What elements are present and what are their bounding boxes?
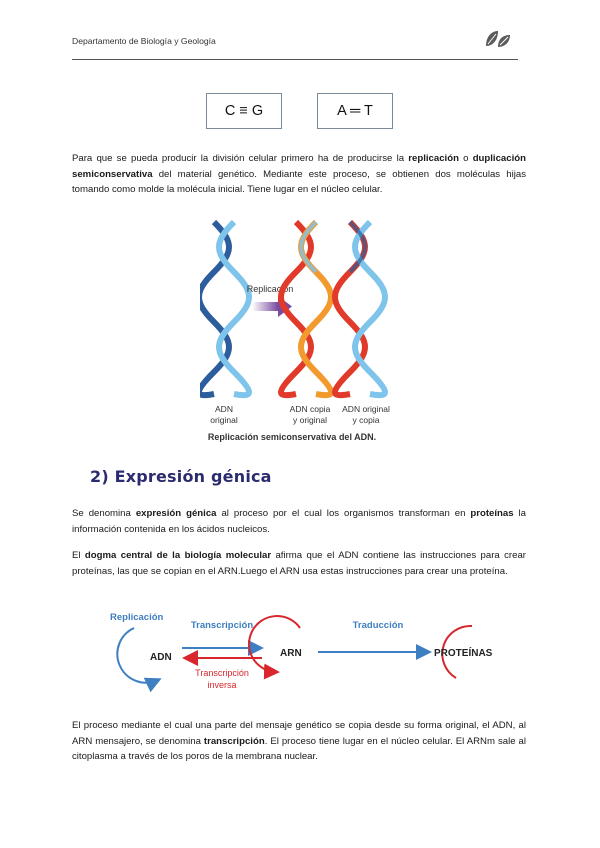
para1-text-1: Para que se pueda producir la división celular primero ha de producirse la (72, 153, 409, 164)
replication-figure (200, 218, 400, 448)
para4-text-1: El proceso mediante el cual una parte del mensaje genético se copia desde su forma original, el ADN, al ARN mensajero, se denomina (72, 720, 526, 747)
central-dogma-figure (100, 608, 520, 702)
label-adn-original-1: ADN (215, 404, 233, 414)
label-adn-orig2-2: y copia (352, 415, 380, 425)
label-adn-copia-1: ADN copia (289, 404, 331, 414)
leaf-logo-icon (484, 28, 512, 50)
base-pair-at-box: A ═ T (317, 93, 393, 129)
label-adn-orig2-1: ADN original (342, 404, 390, 414)
header-rule (72, 59, 518, 60)
para1-bold-duplicacion: duplicación semiconservativa (72, 153, 526, 180)
label-inversa-1: Transcripción (195, 668, 249, 678)
para3-text-2: afirma que el ADN contiene las instrucciones para crear proteínas, las que se copian en el ARN.Luego el ARN usa estas instrucciones para crear una proteína. (72, 550, 526, 577)
arrow-label: Replicación (246, 284, 294, 294)
para1-text-2: o (458, 153, 473, 164)
para2-text-2: al proceso por el cual los organismos transforman en (216, 508, 471, 519)
para1-text-3: del material genético. Mediante este proceso, se obtienen dos moléculas hijas tomando como molde la molécula inicial. Tiene lugar en el núcleo celular. (72, 168, 526, 196)
arn-loop (249, 616, 300, 672)
replication-paragraph (72, 151, 526, 198)
base-pair-cg-box: C ≡ G (206, 93, 282, 129)
para4-bold-transcripcion: transcripción (203, 735, 265, 747)
para4-text-2: . El proceso tiene lugar en el núcleo celular. El ARNm sale al citoplasma a través de los poros de la membrana nuclear. (72, 735, 526, 763)
central-dogma-paragraph (72, 548, 526, 579)
para1-bold-replicacion: replicación (408, 153, 459, 164)
gene-expression-paragraph (72, 506, 526, 537)
label-traduccion: Traducción (352, 620, 404, 631)
section-heading: 2) Expresión génica (90, 467, 272, 486)
helix-original (200, 222, 249, 395)
para2-bold-proteinas: proteínas (470, 508, 514, 519)
label-adn-original-2: original (210, 415, 238, 425)
label-inversa-2: inversa (207, 680, 237, 690)
helix-original-copy (335, 222, 385, 395)
para3-bold-dogma: dogma central de la biología molecular (84, 550, 272, 561)
department-name: Departamento de Biología y Geología (72, 36, 216, 46)
label-adn-copia-2: y original (292, 415, 328, 425)
node-proteinas: PROTEÍNAS (434, 648, 493, 659)
para2-bold-expresion: expresión génica (135, 508, 217, 519)
para2-text-1: Se denomina (72, 508, 136, 519)
label-transcripcion: Transcripción (190, 620, 254, 631)
para3-text-1: El (72, 550, 85, 561)
label-replicacion: Replicación (110, 612, 164, 623)
node-adn: ADN (150, 652, 172, 663)
figure1-caption: Replicación semiconservativa del ADN. (207, 432, 377, 442)
node-arn: ARN (280, 648, 302, 659)
para2-text-3: la información contenida en los ácidos nucleicos. (72, 508, 527, 535)
transcription-paragraph (72, 718, 526, 765)
